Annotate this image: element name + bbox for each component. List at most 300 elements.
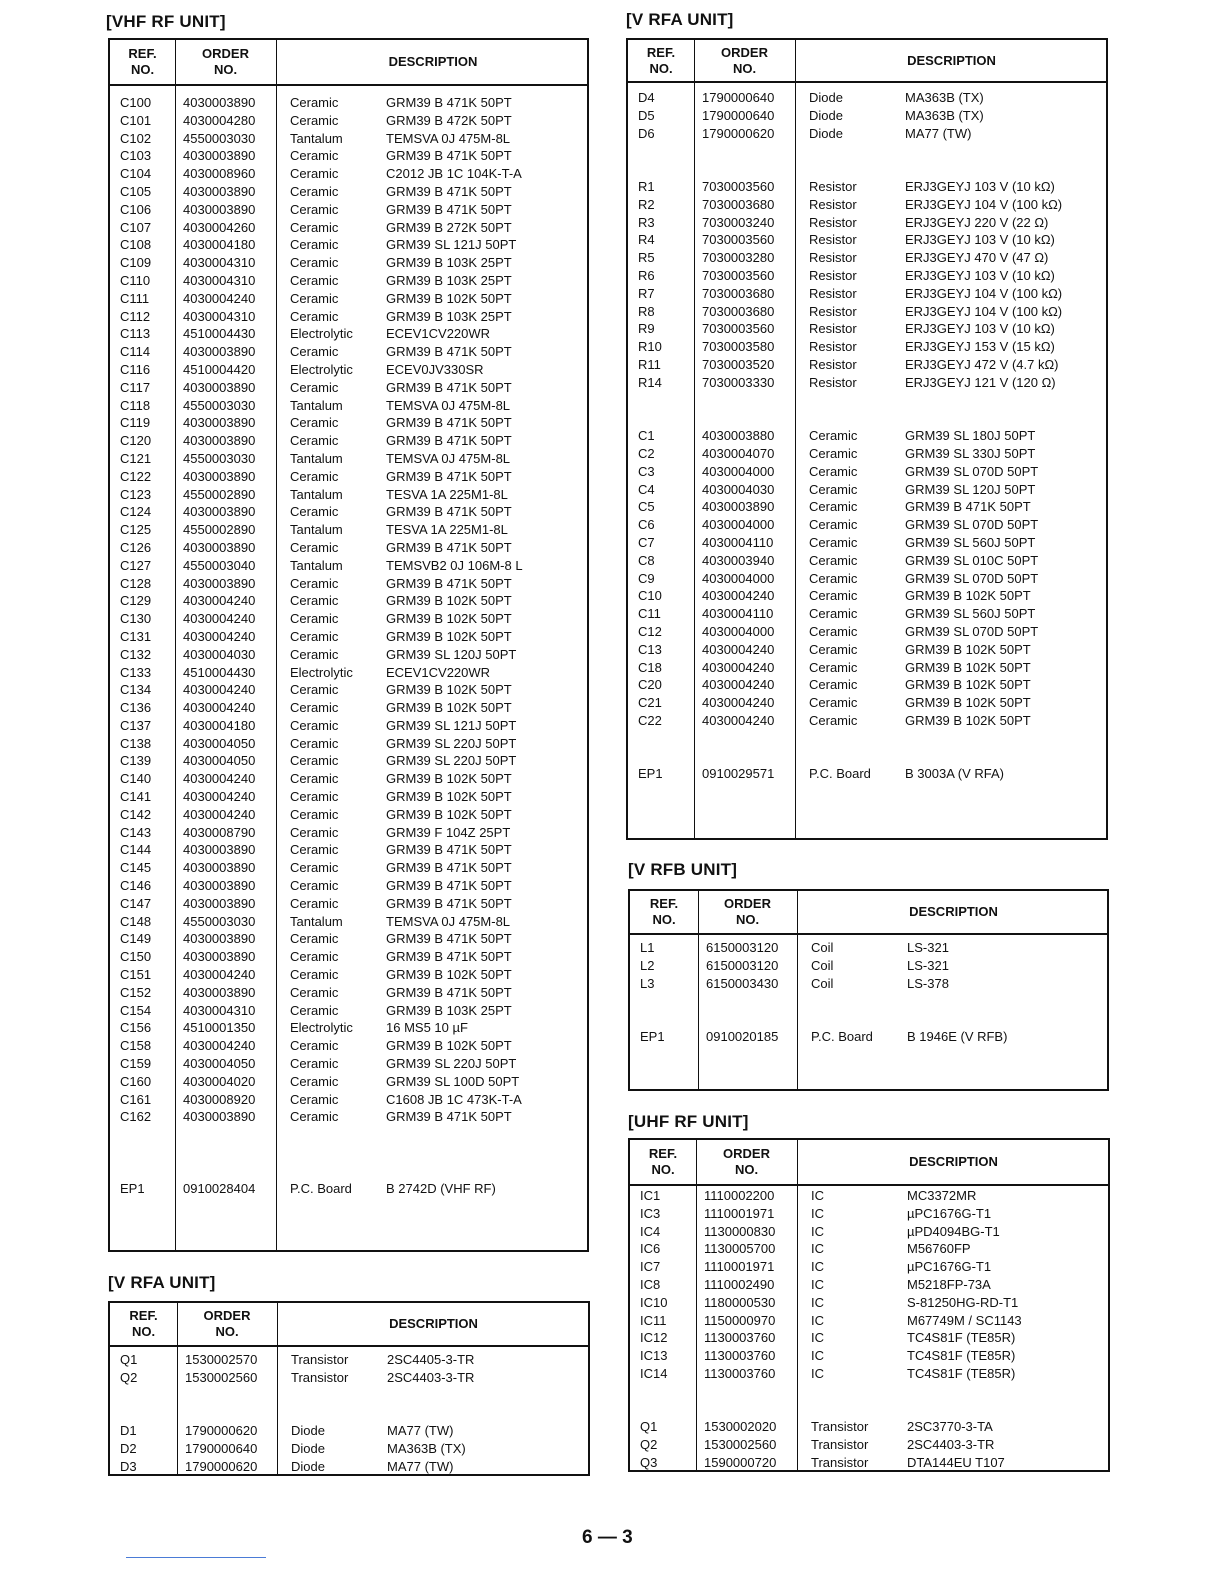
ref-no: C119 <box>120 415 151 431</box>
part-description: MA363B (TX) <box>905 107 984 123</box>
part-type: Ceramic <box>290 806 339 822</box>
table-row <box>110 806 587 824</box>
table-row <box>110 468 587 486</box>
order-no: 7030003680 <box>702 196 775 212</box>
part-type: IC <box>811 1276 824 1292</box>
header-order-no-line-2: NO. <box>732 60 757 76</box>
part-description: GRM39 B 102K 50PT <box>386 682 512 698</box>
part-type: Ceramic <box>290 468 339 484</box>
ref-no: C120 <box>120 433 152 449</box>
order-no: 4030003890 <box>183 860 256 876</box>
ref-no: IC12 <box>640 1330 668 1346</box>
ref-no: C107 <box>120 219 152 235</box>
part-description: M5218FP-73A <box>907 1276 991 1292</box>
part-type: IC <box>811 1348 824 1364</box>
table-row <box>630 1240 1108 1258</box>
header-ref-no-line-1: REF. <box>648 1146 678 1161</box>
part-type: IC <box>811 1294 824 1310</box>
part-type: Ceramic <box>290 700 339 716</box>
table-row <box>628 231 1106 249</box>
table-row <box>110 592 587 610</box>
header-ref-no <box>630 891 698 933</box>
ref-no: C8 <box>638 552 655 568</box>
order-no: 4030008960 <box>183 166 256 182</box>
part-description: C2012 JB 1C 104K-T-A <box>386 166 522 182</box>
table-row <box>630 1365 1108 1383</box>
ref-no: L3 <box>640 975 655 991</box>
order-no: 0910029571 <box>702 766 775 782</box>
table-row <box>628 320 1106 338</box>
table-row <box>110 130 587 148</box>
ref-no: C159 <box>120 1056 152 1072</box>
part-description: M56760FP <box>907 1241 971 1257</box>
order-no: 4030008790 <box>183 824 256 840</box>
order-no: 1790000640 <box>702 90 775 105</box>
order-no: 7030003560 <box>702 267 775 283</box>
header-ref-no <box>630 1140 696 1184</box>
vrfb-table <box>628 889 1109 1091</box>
part-type: Diode <box>291 1458 325 1474</box>
part-type: Resistor <box>809 303 857 319</box>
order-no: 1130003760 <box>704 1330 776 1346</box>
part-type: Tantalum <box>290 913 343 929</box>
part-type: Ceramic <box>290 148 339 164</box>
table-row <box>628 712 1106 730</box>
part-type: Tantalum <box>290 486 343 502</box>
part-type: Ceramic <box>809 712 858 728</box>
order-no: 4030004240 <box>702 588 775 604</box>
part-description: GRM39 F 104Z 25PT <box>386 824 511 840</box>
part-type: Ceramic <box>290 1091 339 1107</box>
part-description: GRM39 B 102K 50PT <box>386 967 512 983</box>
ref-no: IC7 <box>640 1259 661 1275</box>
part-type: Tantalum <box>290 397 343 413</box>
group-spacer <box>628 730 1106 748</box>
table-header <box>630 891 1107 935</box>
ref-no: R5 <box>638 250 655 266</box>
part-type: Ceramic <box>809 428 858 444</box>
part-description: µPC1676G-T1 <box>907 1259 992 1275</box>
order-no: 7030003330 <box>702 374 775 390</box>
vrfb-title: [V RFB UNIT] <box>628 860 738 879</box>
ref-no: IC13 <box>640 1348 668 1364</box>
table-row <box>628 570 1106 588</box>
order-no: 4030004310 <box>183 255 256 271</box>
table-row <box>628 552 1106 570</box>
order-no: 4030004310 <box>183 272 256 288</box>
order-no: 4030003890 <box>183 575 256 591</box>
part-type: Tantalum <box>290 450 343 466</box>
group-spacer <box>628 392 1106 410</box>
part-type: Coil <box>811 940 834 955</box>
part-description: MA77 (TW) <box>905 125 972 141</box>
part-type: Ceramic <box>809 606 858 622</box>
table-body <box>628 89 1106 838</box>
table-row <box>630 1223 1108 1241</box>
ref-no: C1 <box>638 428 655 444</box>
part-description: MA363B (TX) <box>387 1440 466 1456</box>
part-description: GRM39 B 102K 50PT <box>386 1038 512 1054</box>
ref-no: C9 <box>638 570 655 586</box>
part-description: GRM39 B 471K 50PT <box>905 499 1031 515</box>
ref-no: C100 <box>120 95 152 110</box>
ref-no: C122 <box>120 468 152 484</box>
ref-no: C128 <box>120 575 152 591</box>
ref-no: C132 <box>120 646 152 662</box>
part-type: Resistor <box>809 214 857 230</box>
ref-no: C11 <box>638 606 661 622</box>
ref-no: C102 <box>120 130 152 146</box>
ref-no: C114 <box>120 344 151 360</box>
table-body <box>110 94 587 1250</box>
header-ref-no-line-2: NO. <box>652 912 676 927</box>
part-description: GRM39 B 471K 50PT <box>386 183 512 199</box>
table-row <box>110 1440 588 1458</box>
part-type: Ceramic <box>290 967 339 983</box>
ref-no: C136 <box>120 700 152 716</box>
table-row <box>110 325 587 343</box>
ref-no: C146 <box>120 878 152 894</box>
part-description: 16 MS5 10 µF <box>386 1020 468 1036</box>
table-row <box>628 605 1106 623</box>
ref-no: EP1 <box>640 1028 665 1044</box>
vrfa-bottom-table <box>108 1301 590 1476</box>
order-no: 1110002490 <box>704 1276 775 1292</box>
order-no: 4030004240 <box>702 695 775 711</box>
table-row <box>630 1205 1108 1223</box>
table-row <box>110 664 587 682</box>
order-no: 4030004050 <box>183 753 256 769</box>
ref-no: R10 <box>638 339 662 355</box>
order-no: 4030003890 <box>183 433 256 449</box>
ref-no: IC10 <box>640 1294 668 1310</box>
part-description: S-81250HG-RD-T1 <box>907 1294 1019 1310</box>
part-type: Diode <box>809 107 843 123</box>
ref-no: C143 <box>120 824 152 840</box>
part-type: Ceramic <box>290 931 339 947</box>
header-order-no <box>694 40 795 81</box>
part-description: GRM39 B 103K 25PT <box>386 272 512 288</box>
ref-no: C147 <box>120 895 152 911</box>
order-no: 0910028404 <box>183 1180 256 1196</box>
part-description: ECEV0JV330SR <box>386 361 484 377</box>
part-type: Ceramic <box>809 534 858 550</box>
ref-no: C152 <box>120 984 152 1000</box>
table-row <box>628 89 1106 107</box>
table-row <box>110 752 587 770</box>
order-no: 4510004430 <box>183 326 256 342</box>
table-row <box>110 1422 588 1440</box>
part-type: Ceramic <box>809 677 858 693</box>
ref-no: R9 <box>638 321 655 337</box>
ref-no: C121 <box>120 450 152 466</box>
part-type: Electrolytic <box>290 361 353 377</box>
part-description: ERJ3GEYJ 121 V (120 Ω) <box>905 374 1056 390</box>
order-no: 4030004240 <box>183 700 256 716</box>
part-description: GRM39 B 103K 25PT <box>386 255 512 271</box>
part-type: Ceramic <box>290 646 339 662</box>
ref-no: C4 <box>638 481 655 497</box>
table-body <box>630 939 1107 1089</box>
part-description: GRM39 B 471K 50PT <box>386 468 512 484</box>
part-type: Ceramic <box>809 623 858 639</box>
part-description: GRM39 B 102K 50PT <box>386 611 512 627</box>
group-spacer <box>628 142 1106 160</box>
table-row <box>110 183 587 201</box>
header-order-no-line-1: ORDER <box>724 896 771 911</box>
part-description: TESVA 1A 225M1-8L <box>386 522 508 538</box>
order-no: 7030003560 <box>702 232 775 248</box>
ref-no: C2 <box>638 445 655 461</box>
table-row <box>110 628 587 646</box>
part-description: ECEV1CV220WR <box>386 326 491 342</box>
ref-no: C108 <box>120 237 152 253</box>
part-type: Resistor <box>809 285 857 301</box>
order-no: 4030004240 <box>183 789 256 805</box>
part-description: GRM39 B 471K 50PT <box>386 379 512 395</box>
table-row <box>628 659 1106 677</box>
part-description: GRM39 SL 220J 50PT <box>386 753 517 769</box>
part-description: GRM39 B 471K 50PT <box>386 575 512 591</box>
table-row <box>110 913 587 931</box>
order-no: 4550003030 <box>183 130 256 146</box>
table-row <box>110 165 587 183</box>
table-row <box>630 1028 1107 1046</box>
order-no: 4030003890 <box>183 379 256 395</box>
order-no: 4030004240 <box>183 771 256 787</box>
ref-no: C112 <box>120 308 151 324</box>
order-no: 4030003880 <box>702 428 775 444</box>
ref-no: D2 <box>120 1440 137 1456</box>
ref-no: C10 <box>638 588 662 604</box>
table-row <box>110 1369 588 1387</box>
part-type: Tantalum <box>290 557 343 573</box>
header-ref-no <box>628 40 694 81</box>
ref-no: R3 <box>638 214 655 230</box>
table-row <box>628 196 1106 214</box>
part-type: Ceramic <box>290 789 339 805</box>
table-row <box>628 481 1106 499</box>
order-no: 4030003890 <box>183 1109 256 1125</box>
table-row <box>110 201 587 219</box>
table-row <box>628 285 1106 303</box>
order-no: 4030004110 <box>702 606 774 622</box>
order-no: 4030004180 <box>183 237 256 253</box>
ref-no: C144 <box>120 842 152 858</box>
ref-no: C3 <box>638 463 655 479</box>
table-row <box>628 214 1106 232</box>
part-type: Ceramic <box>290 753 339 769</box>
table-row <box>110 948 587 966</box>
table-header <box>628 40 1106 83</box>
part-description: TEMSVB2 0J 106M-8 L <box>386 557 523 573</box>
table-header <box>110 1303 588 1347</box>
table-row <box>110 717 587 735</box>
ref-no: C106 <box>120 201 152 217</box>
part-type: IC <box>811 1365 824 1381</box>
order-no: 4030003940 <box>702 552 775 568</box>
order-no: 4030004240 <box>183 967 256 983</box>
part-type: IC <box>811 1330 824 1346</box>
order-no: 1110002200 <box>704 1188 775 1203</box>
table-row <box>630 1187 1108 1205</box>
ref-no: C161 <box>120 1091 152 1107</box>
order-no: 4030004180 <box>183 717 256 733</box>
order-no: 7030003280 <box>702 250 775 266</box>
ref-no: C131 <box>120 628 152 644</box>
part-type: Ceramic <box>290 842 339 858</box>
ref-no: D4 <box>638 90 655 105</box>
part-description: GRM39 B 102K 50PT <box>386 290 512 306</box>
table-row <box>110 646 587 664</box>
table-row <box>630 939 1107 957</box>
table-row <box>630 1436 1108 1454</box>
part-type: Resistor <box>809 196 857 212</box>
order-no: 4030004000 <box>702 570 775 586</box>
order-no: 1530002570 <box>185 1352 258 1367</box>
order-no: 4030003890 <box>183 895 256 911</box>
ref-no: C137 <box>120 717 152 733</box>
table-row <box>628 694 1106 712</box>
order-no: 4030004030 <box>702 481 775 497</box>
ref-no: C127 <box>120 557 152 573</box>
ref-no: IC3 <box>640 1205 661 1221</box>
ref-no: C5 <box>638 499 655 515</box>
header-order-no-line-1: ORDER <box>723 1146 770 1161</box>
table-row <box>110 859 587 877</box>
part-type: Diode <box>809 90 843 105</box>
part-type: Ceramic <box>290 611 339 627</box>
ref-no: C154 <box>120 1002 152 1018</box>
order-no: 7030003520 <box>702 356 775 372</box>
part-description: ERJ3GEYJ 103 V (10 kΩ) <box>905 267 1055 283</box>
part-description: 2SC4403-3-TR <box>907 1437 995 1453</box>
ref-no: C140 <box>120 771 152 787</box>
header-order-no-line-2: NO. <box>734 1162 759 1177</box>
part-description: LS-321 <box>907 940 949 955</box>
part-description: ERJ3GEYJ 104 V (100 kΩ) <box>905 196 1063 212</box>
part-description: GRM39 SL 100D 50PT <box>386 1073 520 1089</box>
order-no: 1790000620 <box>185 1458 258 1474</box>
ref-no: D6 <box>638 125 655 141</box>
ref-no: IC8 <box>640 1276 661 1292</box>
part-description: GRM39 SL 120J 50PT <box>905 481 1036 497</box>
part-type: Ceramic <box>809 659 858 675</box>
part-type: Transistor <box>291 1352 349 1367</box>
ref-no: IC1 <box>640 1188 661 1203</box>
ref-no: C134 <box>120 682 152 698</box>
part-description: GRM39 B 471K 50PT <box>386 931 512 947</box>
group-spacer <box>630 992 1107 1010</box>
ref-no: IC4 <box>640 1223 661 1239</box>
order-no: 4030003890 <box>183 201 256 217</box>
part-type: Ceramic <box>809 499 858 515</box>
part-type: Ceramic <box>290 308 339 324</box>
header-ref-no-line-2: NO. <box>651 1162 675 1177</box>
part-description: GRM39 SL 070D 50PT <box>905 463 1039 479</box>
order-no: 4030003890 <box>183 468 256 484</box>
group-spacer <box>628 747 1106 765</box>
part-type: Coil <box>811 957 834 973</box>
part-type: P.C. Board <box>811 1028 873 1044</box>
part-type: Transistor <box>811 1454 869 1470</box>
part-type: P.C. Board <box>809 766 871 782</box>
part-description: ERJ3GEYJ 472 V (4.7 kΩ) <box>905 356 1059 372</box>
part-description: GRM39 B 103K 25PT <box>386 1002 512 1018</box>
table-row <box>630 957 1107 975</box>
table-row <box>110 930 587 948</box>
part-type: Resistor <box>809 356 857 372</box>
part-type: Resistor <box>809 339 857 355</box>
table-row <box>110 272 587 290</box>
table-row <box>628 445 1106 463</box>
table-row <box>630 975 1107 993</box>
table-row <box>110 254 587 272</box>
order-no: 4030003890 <box>702 499 775 515</box>
part-type: Ceramic <box>290 949 339 965</box>
part-description: GRM39 B 471K 50PT <box>386 895 512 911</box>
group-spacer <box>110 1126 587 1144</box>
ref-no: C160 <box>120 1073 152 1089</box>
part-description: TC4S81F (TE85R) <box>907 1348 1016 1364</box>
table-row <box>110 1351 588 1369</box>
vhf-rf-table <box>108 38 589 1252</box>
order-no: 4030004000 <box>702 517 775 533</box>
part-type: Ceramic <box>290 95 339 110</box>
ref-no: R11 <box>638 356 661 372</box>
header-order-no <box>696 1140 797 1184</box>
header-order-no-line-2: NO. <box>213 62 238 77</box>
part-description: GRM39 SL 220J 50PT <box>386 1056 517 1072</box>
part-description: GRM39 B 471K 50PT <box>386 984 512 1000</box>
part-description: C1608 JB 1C 473K-T-A <box>386 1091 522 1107</box>
part-description: MC3372MR <box>907 1188 977 1203</box>
order-no: 4550003030 <box>183 397 256 413</box>
table-row <box>628 107 1106 125</box>
order-no: 7030003680 <box>702 285 775 301</box>
part-description: GRM39 SL 560J 50PT <box>905 534 1036 550</box>
table-row <box>628 516 1106 534</box>
ref-no: C133 <box>120 664 152 680</box>
ref-no: C158 <box>120 1038 152 1054</box>
table-row <box>630 1276 1108 1294</box>
order-no: 6150003120 <box>706 940 779 955</box>
table-row <box>110 1019 587 1037</box>
order-no: 6150003120 <box>706 957 779 973</box>
part-type: Ceramic <box>290 112 339 128</box>
header-description-text: DESCRIPTION <box>388 54 478 69</box>
table-row <box>110 575 587 593</box>
order-no: 4030004240 <box>183 290 256 306</box>
part-type: Ceramic <box>290 984 339 1000</box>
ref-no: R8 <box>638 303 655 319</box>
part-description: GRM39 B 471K 50PT <box>386 201 512 217</box>
part-type: Coil <box>811 975 834 991</box>
ref-no: C117 <box>120 379 151 395</box>
part-description: GRM39 B 471K 50PT <box>386 148 512 164</box>
table-row <box>110 521 587 539</box>
part-description: ERJ3GEYJ 103 V (10 kΩ) <box>905 321 1055 337</box>
order-no: 7030003560 <box>702 321 775 337</box>
part-description: ERJ3GEYJ 470 V (47 Ω) <box>905 250 1049 266</box>
uhf-rf-title: [UHF RF UNIT] <box>628 1112 749 1131</box>
part-description: LS-321 <box>907 957 949 973</box>
part-type: Ceramic <box>290 290 339 306</box>
part-type: Ceramic <box>290 824 339 840</box>
part-type: Ceramic <box>290 433 339 449</box>
ref-no: C109 <box>120 255 152 271</box>
table-row <box>110 503 587 521</box>
